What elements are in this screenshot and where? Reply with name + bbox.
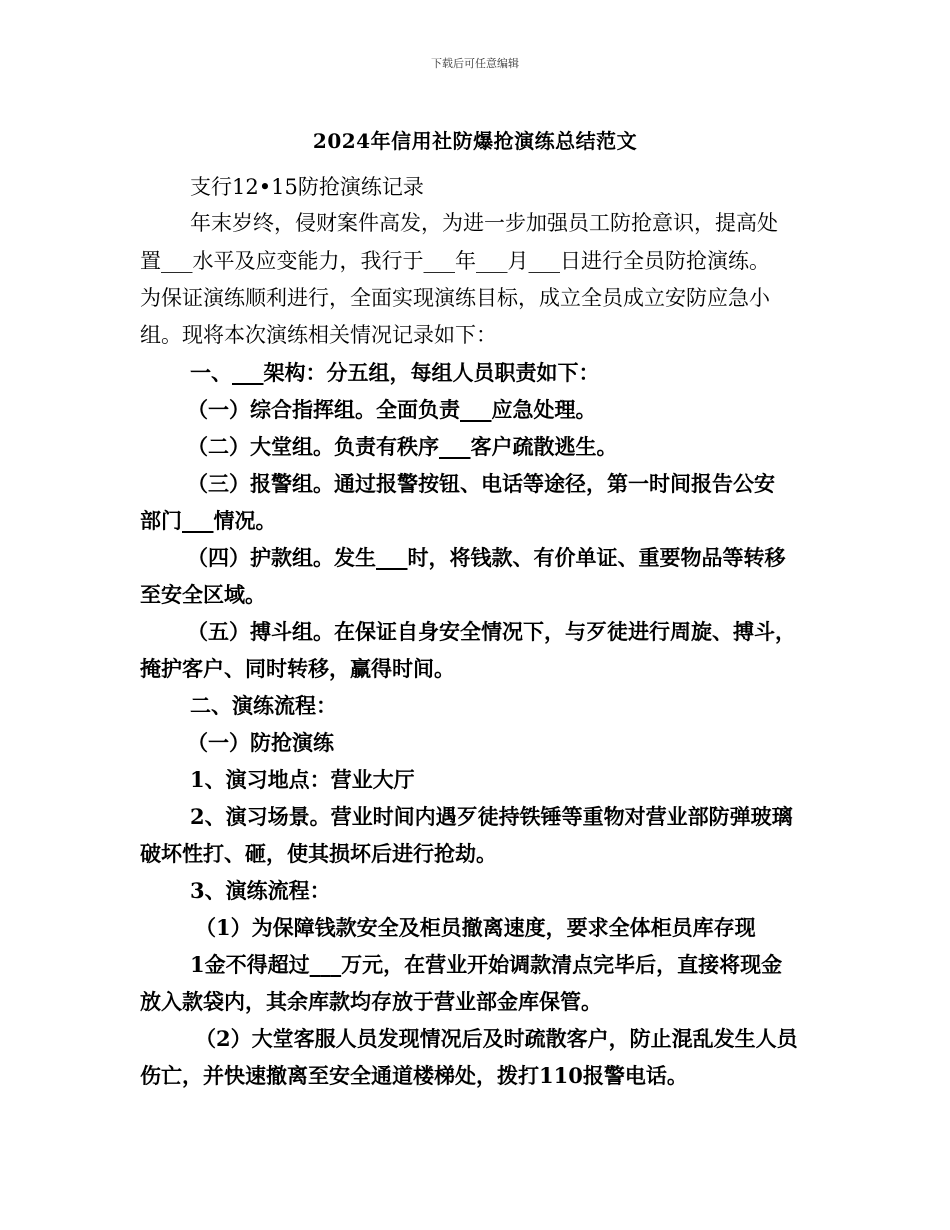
text-line: 年末岁终，侵财案件高发，为进一步加强员工防抢意识，提高处	[190, 211, 778, 235]
text-line: （1）为保障钱款安全及柜员撤离速度，要求全体柜员库存现	[195, 915, 756, 940]
text-line: （五）搏斗组。在保证自身安全情况下，与歹徒进行周旋、搏斗，	[187, 619, 796, 644]
text-line: 掩护客户、同时转移，赢得时间。	[140, 656, 455, 681]
text-line: 置___水平及应变能力，我行于___年___月___日进行全员防抢演练。	[140, 249, 770, 273]
text-line: （二）大堂组。负责有秩序___客户疏散逃生。	[187, 434, 618, 459]
text-line: 1金不得超过___万元，在营业开始调款清点完毕后，直接将现金	[190, 952, 783, 977]
page-header: 下载后可任意编辑	[431, 57, 519, 70]
text-line: （三）报警组。通过报警按钮、电话等途径，第一时间报告公安	[187, 471, 775, 496]
text-line: 3、演练流程：	[190, 878, 331, 903]
text-line: 伤亡，并快速撤离至安全通道楼梯处，拨打110报警电话。	[140, 1063, 688, 1088]
text-line: （一）防抢演练	[187, 730, 334, 755]
text-line: 组。现将本次演练相关情况记录如下：	[140, 323, 497, 347]
text-line: （一）综合指挥组。全面负责___应急处理。	[187, 397, 597, 422]
text-line: （四）护款组。发生___时，将钱款、有价单证、重要物品等转移	[187, 545, 786, 570]
text-line: 破坏性打、砸，使其损坏后进行抢劫。	[140, 841, 497, 866]
text-line: 1、演习地点：营业大厅	[190, 767, 415, 792]
text-line: 至安全区域。	[140, 582, 266, 607]
document-title: 2024年信用社防爆抢演练总结范文	[312, 129, 638, 153]
text-line: （2）大堂客服人员发现情况后及时疏散客户，防止混乱发生人员	[195, 1026, 798, 1051]
text-line: 为保证演练顺利进行，全面实现演练目标，成立全员成立安防应急小	[140, 286, 770, 310]
text-line: 二、演练流程：	[190, 693, 337, 718]
text-line: 放入款袋内，其余库款均存放于营业部金库保管。	[140, 989, 602, 1014]
text-line: 支行12•15防抢演练记录	[190, 175, 424, 199]
text-line: 2、演习场景。营业时间内遇歹徒持铁锤等重物对营业部防弹玻璃	[190, 804, 793, 829]
text-line: 部门___情况。	[140, 508, 277, 533]
text-line: 一、___架构：分五组，每组人员职责如下：	[190, 360, 600, 385]
